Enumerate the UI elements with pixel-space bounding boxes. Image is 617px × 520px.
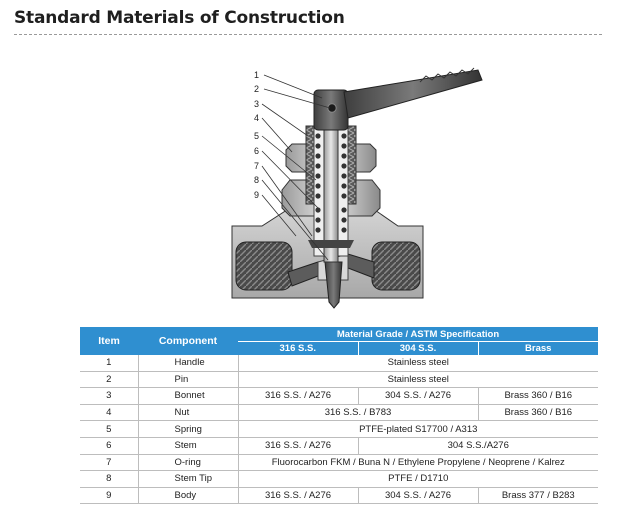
header-316ss: 316 S.S. <box>238 342 358 356</box>
left-port-thread <box>236 242 292 290</box>
valve-cross-section-diagram <box>0 40 617 320</box>
callout-1: 1 <box>254 70 260 80</box>
materials-table <box>80 327 598 504</box>
table-row: 4 Nut 316 S.S. / B783 Brass 360 / B16 <box>80 404 598 421</box>
table-row: 5 Spring PTFE-plated S17700 / A313 <box>80 421 598 438</box>
callout-5: 5 <box>254 131 260 141</box>
callout-4: 4 <box>254 113 260 123</box>
callout-9: 9 <box>254 190 260 200</box>
header-material-grade: Material Grade / ASTM Specification <box>238 327 598 342</box>
table-row: 8 Stem Tip PTFE / D1710 <box>80 471 598 488</box>
table-row: 1 Handle Stainless steel <box>80 355 598 371</box>
table-row: 2 Pin Stainless steel <box>80 371 598 388</box>
handle-lever <box>344 70 482 118</box>
stem-tip <box>325 262 342 308</box>
callout-7: 7 <box>254 161 260 171</box>
page-title: Standard Materials of Construction <box>14 8 345 28</box>
callout-8: 8 <box>254 175 260 185</box>
table-row: 3 Bonnet 316 S.S. / A276 304 S.S. / A276 Brass 360 / B16 <box>80 388 598 405</box>
table-row: 6 Stem 316 S.S. / A276 304 S.S./A276 <box>80 437 598 454</box>
table-row: 7 O-ring Fluorocarbon FKM / Buna N / Ethylene Propylene / Neoprene / Kalrez <box>80 454 598 471</box>
table-row: 9 Body 316 S.S. / A276 304 S.S. / A276 Brass 377 / B283 <box>80 487 598 504</box>
callout-6: 6 <box>254 146 260 156</box>
right-port-thread <box>372 242 420 290</box>
header-brass: Brass <box>478 342 598 356</box>
header-component: Component <box>138 327 238 355</box>
callout-2: 2 <box>254 84 260 94</box>
header-304ss: 304 S.S. <box>358 342 478 356</box>
title-divider <box>14 34 602 35</box>
callout-3: 3 <box>254 99 260 109</box>
header-item: Item <box>80 327 138 355</box>
